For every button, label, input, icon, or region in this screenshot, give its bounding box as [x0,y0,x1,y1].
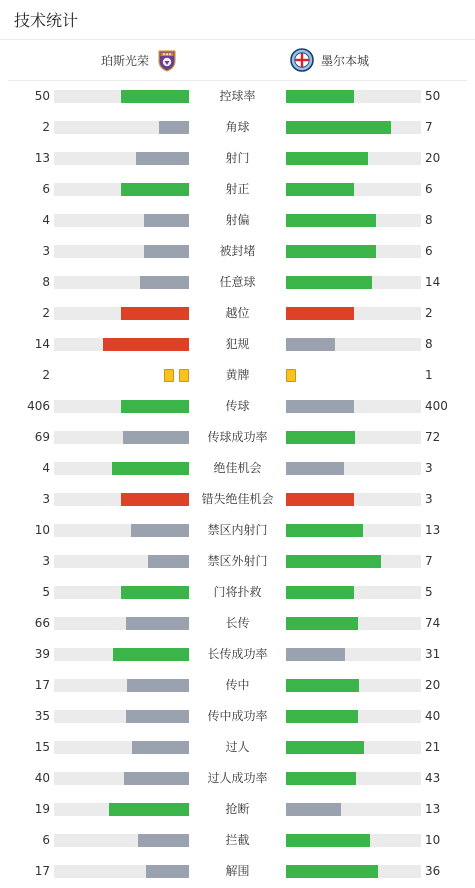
away-value: 40 [425,709,441,723]
away-value: 13 [425,523,441,537]
away-bar-fill [286,586,354,599]
stat-label: 射正 [225,182,250,196]
stat-row [0,856,475,887]
home-bar-fill [138,834,189,847]
home-bar-track [54,586,189,599]
stat-label: 黄牌 [225,368,250,382]
away-value: 8 [425,213,433,227]
home-bar-track [54,152,189,165]
home-bar-fill [159,121,189,134]
away-value: 2 [425,306,433,320]
away-value: 6 [425,182,433,196]
yellow-card-icon [164,369,174,382]
home-bar-track [54,121,189,134]
away-value: 1 [425,368,433,382]
home-value: 17 [34,864,50,878]
stat-row [0,484,475,515]
away-bar-fill [286,431,355,444]
away-bar-fill [286,617,358,630]
stat-label: 任意球 [219,275,256,289]
home-bar-track [54,462,189,475]
home-value: 3 [42,492,50,506]
home-value: 40 [34,771,50,785]
away-bar-track [286,493,421,506]
away-bar-track [286,90,421,103]
stat-row [0,794,475,825]
away-bar-track [286,338,421,351]
away-bar-fill [286,648,345,661]
stat-row [0,577,475,608]
home-bar-fill [132,741,189,754]
away-yellow-cards [286,369,296,382]
stat-row [0,205,475,236]
home-bar-track [54,710,189,723]
home-value: 3 [42,554,50,568]
home-bar-fill [121,307,189,320]
home-bar-fill [148,555,189,568]
away-bar-track [286,524,421,537]
home-bar-track [54,276,189,289]
stat-label: 长传成功率 [207,647,268,661]
away-value: 7 [425,554,433,568]
stat-row [0,763,475,794]
melbourne-city-crest-icon [290,48,314,72]
away-bar-track [286,183,421,196]
away-bar-fill [286,90,354,103]
home-bar-track [54,772,189,785]
home-value: 13 [34,151,50,165]
away-bar-fill [286,307,354,320]
home-bar-fill [109,803,189,816]
away-bar-fill [286,710,358,723]
stat-label: 被封堵 [219,244,256,258]
yellow-card-icon [179,369,189,382]
away-value: 36 [425,864,441,878]
away-bar-fill [286,555,381,568]
away-bar-track [286,214,421,227]
away-bar-track [286,772,421,785]
home-bar-fill [121,493,189,506]
home-bar-track [54,555,189,568]
away-team[interactable] [290,40,369,80]
away-bar-fill [286,803,341,816]
away-value: 14 [425,275,441,289]
away-bar-fill [286,865,378,878]
stat-row [0,360,475,391]
home-value: 8 [42,275,50,289]
away-value: 50 [425,89,441,103]
home-bar-track [54,214,189,227]
away-value: 10 [425,833,441,847]
away-value: 400 [425,399,448,413]
stats-list [0,81,475,887]
away-value: 31 [425,647,441,661]
home-bar-track [54,493,189,506]
away-bar-track [286,152,421,165]
stat-row [0,546,475,577]
away-bar-track [286,865,421,878]
stat-label: 犯规 [225,337,250,351]
stat-row [0,515,475,546]
away-bar-fill [286,834,370,847]
away-value: 5 [425,585,433,599]
home-value: 10 [34,523,50,537]
stat-label: 解围 [225,864,250,878]
home-team-name: 珀斯光荣 [100,53,149,68]
away-bar-fill [286,679,359,692]
home-value: 2 [42,368,50,382]
home-value: 6 [42,833,50,847]
stat-label: 传球成功率 [207,430,268,444]
home-value: 6 [42,182,50,196]
away-value: 3 [425,492,433,506]
stat-label: 控球率 [219,89,256,103]
home-value: 14 [34,337,50,351]
home-bar-track [54,865,189,878]
home-bar-fill [121,90,189,103]
home-value: 2 [42,120,50,134]
home-value: 2 [42,306,50,320]
home-value: 50 [34,89,50,103]
away-bar-track [286,121,421,134]
away-bar-fill [286,772,356,785]
home-bar-fill [146,865,189,878]
home-value: 4 [42,213,50,227]
stat-label: 禁区内射门 [207,523,268,537]
page-title: 技术统计 [14,11,79,30]
home-bar-track [54,617,189,630]
away-value: 13 [425,802,441,816]
stat-row [0,670,475,701]
away-bar-track [286,803,421,816]
away-bar-fill [286,152,368,165]
away-bar-fill [286,493,354,506]
away-bar-track [286,400,421,413]
stat-row [0,825,475,856]
home-bar-track [54,90,189,103]
away-bar-fill [286,214,376,227]
home-value: 15 [34,740,50,754]
home-bar-track [54,338,189,351]
home-bar-fill [103,338,189,351]
away-value: 74 [425,616,441,630]
stat-row [0,81,475,112]
stat-row [0,701,475,732]
home-bar-fill [113,648,189,661]
away-value: 20 [425,151,441,165]
home-bar-fill [123,431,189,444]
home-team[interactable] [101,40,179,80]
away-bar-track [286,245,421,258]
away-value: 3 [425,461,433,475]
away-bar-track [286,586,421,599]
home-value: 3 [42,244,50,258]
stat-row [0,453,475,484]
teams-header [8,40,467,81]
yellow-card-icon [286,369,296,382]
stat-row [0,639,475,670]
home-value: 66 [34,616,50,630]
away-bar-track [286,462,421,475]
stat-row [0,608,475,639]
away-bar-fill [286,338,335,351]
home-bar-fill [121,586,189,599]
away-team-name: 墨尔本城 [321,53,370,68]
home-bar-fill [121,400,189,413]
stat-label: 拦截 [225,833,250,847]
away-bar-fill [286,183,354,196]
home-value: 39 [34,647,50,661]
stat-label: 传中 [225,678,250,692]
away-value: 21 [425,740,441,754]
stat-label: 过人 [225,740,250,754]
home-bar-fill [140,276,189,289]
away-bar-fill [286,462,344,475]
stat-row [0,236,475,267]
home-bar-track [54,400,189,413]
home-bar-fill [136,152,189,165]
home-bar-track [54,524,189,537]
page-header [0,0,475,40]
home-bar-fill [112,462,189,475]
home-value: 19 [34,802,50,816]
home-bar-track [54,245,189,258]
home-bar-fill [121,183,189,196]
home-bar-fill [124,772,189,785]
stat-row [0,732,475,763]
away-bar-fill [286,121,391,134]
away-bar-track [286,741,421,754]
away-bar-fill [286,276,372,289]
stat-label: 传中成功率 [207,709,268,723]
perth-glory-crest-icon [155,48,179,72]
stat-label: 传球 [225,399,250,413]
stat-row [0,391,475,422]
away-bar-track [286,617,421,630]
home-value: 35 [34,709,50,723]
home-bar-fill [126,617,189,630]
away-bar-track [286,679,421,692]
home-value: 17 [34,678,50,692]
home-bar-track [54,679,189,692]
away-value: 7 [425,120,433,134]
away-value: 43 [425,771,441,785]
away-bar-track [286,276,421,289]
stat-label: 角球 [225,120,250,134]
away-bar-fill [286,245,376,258]
away-bar-fill [286,741,364,754]
away-bar-track [286,834,421,847]
home-value: 5 [42,585,50,599]
away-bar-track [286,307,421,320]
stat-label: 错失绝佳机会 [201,492,274,506]
stat-row [0,174,475,205]
stat-label: 抢断 [225,802,250,816]
away-bar-fill [286,400,354,413]
stat-label: 禁区外射门 [207,554,268,568]
away-bar-track [286,710,421,723]
home-bar-fill [127,679,189,692]
home-bar-fill [126,710,189,723]
home-value: 69 [34,430,50,444]
away-bar-track [286,648,421,661]
stat-label: 长传 [225,616,250,630]
home-bar-track [54,834,189,847]
stat-row [0,329,475,360]
home-bar-track [54,648,189,661]
home-value: 4 [42,461,50,475]
home-bar-track [54,803,189,816]
stat-row [0,298,475,329]
away-value: 6 [425,244,433,258]
home-bar-track [54,183,189,196]
stat-label: 绝佳机会 [213,461,262,475]
stat-label: 过人成功率 [207,771,268,785]
stat-row [0,112,475,143]
away-value: 8 [425,337,433,351]
home-value: 406 [27,399,50,413]
home-bar-fill [131,524,189,537]
stat-row [0,143,475,174]
home-bar-fill [144,245,189,258]
stat-row [0,422,475,453]
home-bar-fill [144,214,189,227]
stat-label: 射门 [225,151,250,165]
away-value: 20 [425,678,441,692]
stat-label: 越位 [225,306,250,320]
home-yellow-cards [164,369,189,382]
home-bar-track [54,431,189,444]
stat-label: 射偏 [225,213,250,227]
away-bar-track [286,555,421,568]
away-bar-fill [286,524,363,537]
away-bar-track [286,431,421,444]
away-value: 72 [425,430,441,444]
stat-row [0,267,475,298]
stat-label: 门将扑救 [213,585,262,599]
home-bar-track [54,741,189,754]
home-bar-track [54,307,189,320]
